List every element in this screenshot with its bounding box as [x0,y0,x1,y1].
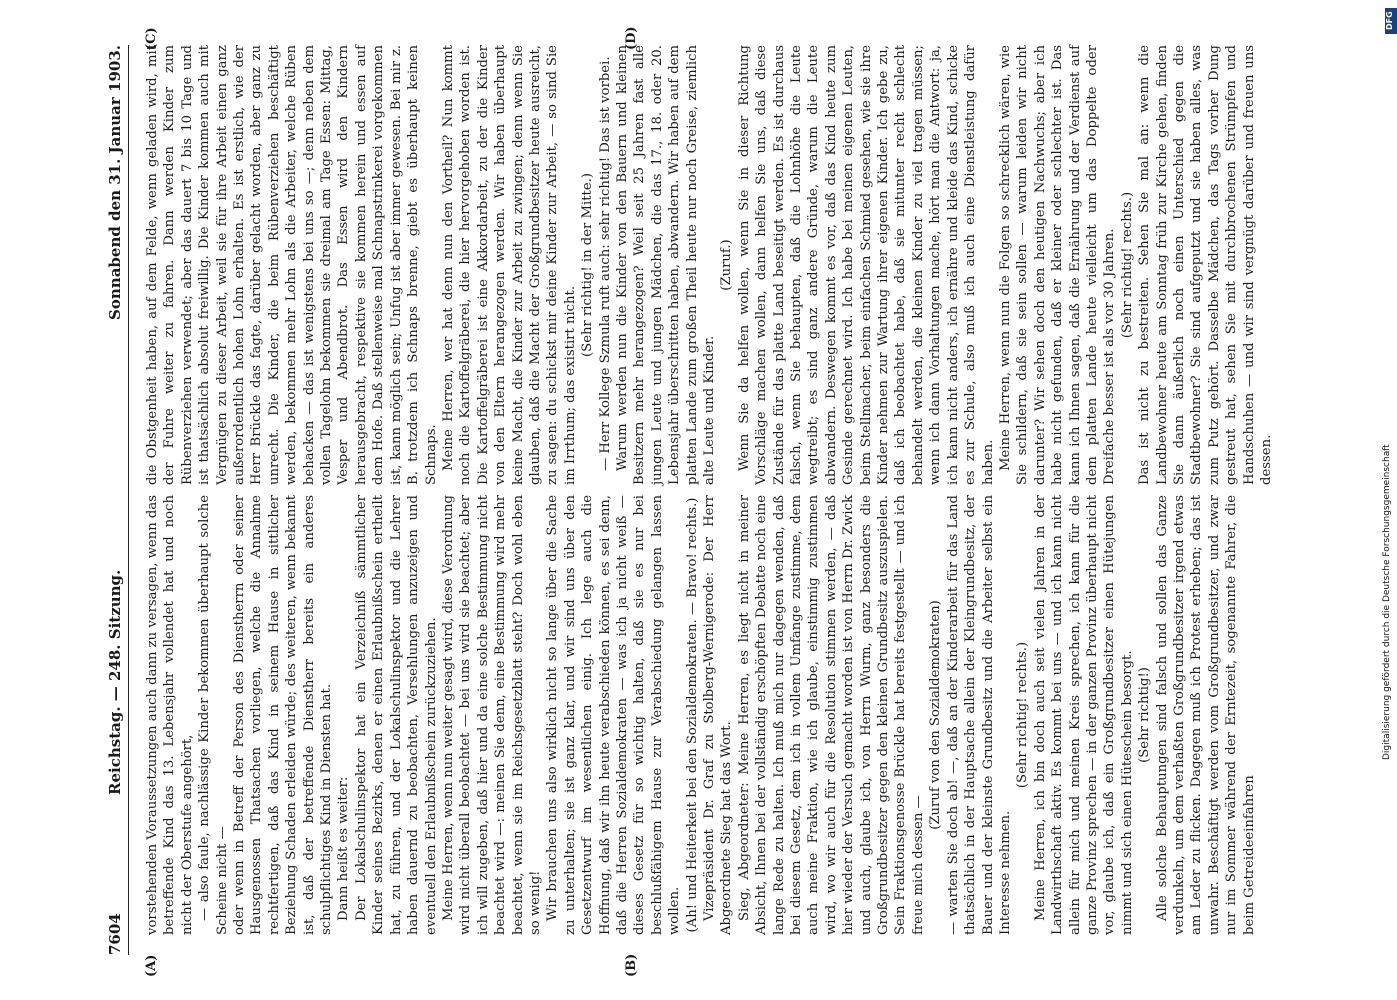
interjection: (Zuruf.) [718,239,734,291]
paragraph: Der Lokalschulinspektor hat ein Verzeichniß sämmtlicher Kinder seines Bezirks, denen er einen Erlaubnißschein ertheilt hat, zu führen, und der Lokalschulinspektor und die Lehrer haben dauernd zu beobachten, Versehlungen anzuzeigen und eventuell den Erlaubnißschein zurückzuziehen. [353,495,438,935]
page-number: 7604 [105,913,124,955]
paragraph: Das ist nicht zu bestreiten. Sehen Sie mal an: wenn die Landbewohner heute am Sonntag früh zur Kirche gehen, finden Sie dann äußerlich noch einen Unterschied gegen die Stadtbewohner? Sie sind aufgeputzt und sie haben alles, was zum Putz gehört. Dasselbe Mädchen, das Tags vorher Dung gestreut hat, sehen Sie mit durchbrochenen Strümpfen und Handschuhen — und wir sind vergnügt darüber und freuen uns dessen. [1136,45,1274,485]
speaker-announcement: Vizepräsident Dr. Graf zu Stolberg-Wernigerode: Der Herr Abgeordnete Sieg hat das Wort. [701,495,734,935]
paragraph: oder wenn in Betreff der Person des Dienstherrn oder seiner Hausgenossen Thatsachen vorliegen, welche die Annahme rechtfertigen, daß das Kind in seinem Hause in sittlicher Beziehung Schaden erleiden würde; des weiteren, wenn bekannt ist, daß der betreffende Dienstherr bereits ein anderes schulpflichtiges Kind in Diensten hat. [231,495,334,935]
digitization-credit: Digitalisierung gefördert durch die Deutsche Forschungsgemeinschaft [1382,444,1392,760]
paragraph: — Herr Kollege Szmula ruft auch: sehr richtig! Das ist vorbei. [597,56,613,471]
paragraph: — warten Sie doch ab! —, daß an der Kinderarbeit für das Land thatsächlich in der Hauptsache allein der Kleingrundbesitz, der Bauer und der kleinste Grundbesitz und die Arbeiter selbst ein Interesse nehmen. [945,495,1013,935]
paragraph: vorstehenden Voraussetzungen auch dann zu versagen, wenn das betreffende Kind das 13. Lebensjahr vollendet hat und noch nicht der Oberstufe angehört, [144,495,195,935]
margin-marker-c: (C) [143,27,159,50]
paragraph: Dann heißt es weiter: [335,776,351,921]
interjection: (Ah! und Heiterkeit bei den Sozialdemokraten. — Bravo! rechts.) [684,497,700,933]
interjection: (Sehr richtig! rechts.) [1119,191,1135,339]
paragraph: die Obstgenheit haben, auf dem Felde, wenn geladen wird, mit der Fuhre weiter zu fahren. Dann werden Kinder zum Rübenverziehen verwendet; aber das dauert 7 bis 10 Tage und ist thatsächlich absolut freiwillig. Die Kinder kommen auch mit Vergnügen zu dieser Arbeit, weil sie für ihre Arbeit einen ganz außerordentlich hohen Lohn erhalten. Es ist erstlich, wie der Herr Brückle das fagte, darüber gelacht worden, aber ganz zu unrecht. Die Kinder, die beim Rübenverziehen beschäftigt werden, bekommen mehr Lohn als die Arbeiter, welche Rüben behacken — das ist wenigstens bei uns so —; denn neben dem vollen Tagelohn bekommen sie dreimal am Tage Essen: Mittag, Vesper und Abendbrot. Das Essen wird den Kindern herausgebracht, respektive sie kommen herein und essen auf dem Hofe. Daß stellenweise mal Schnapstrinkerei vorgekommen ist, kann möglich sein; Unfug ist aber immer gewesen. Bei mir z. B. trotzdem ich Schnaps brenne, giebt es überhaupt keinen Schnaps. [144,45,438,485]
margin-marker-b: (B) [623,953,639,977]
paragraph: Alle solche Behauptungen sind falsch und sollen das Ganze verdunkeln, um dem verhaßten Großgrundbesitzer irgend etwas am Leder zu flicken. Dagegen muß ich Protest erheben; das ist unwahr. Beschäftigt werden vom Großgrundbesitzer, und zwar nur im Sommer während der Erntezeit, sogenannte Fahrer, die beim Getreideeinfahren [1154,495,1257,935]
paragraph: Meine Herren, wenn nun weiter gesagt wird, diese Verordnung wird nicht überall beobachtet — bei uns wird sie beachtet; aber ich will zugeben, daß hier und da eine solche Bestimmung nicht beachtet wird —: meinen Sie denn, eine Bestimmung wird mehr beachtet, wenn sie im Reichsgesetzblatt steht? Doch wohl eben so wenig! [440,495,543,935]
interjection: (Sehr richtig! in der Mitte.) [579,173,595,357]
dfg-logo: DFG [1385,8,1397,34]
paragraph: Meine Herren, wer hat denn nun den Vortheil? Nun kommt noch die Kartoffelgräberei, die hier hervorgehoben worden ist. Die Kartoffelgräberei ist eine Akkordarbeit, zu der die Kinder von den Eltern herangezogen werden. Wir haben überhaupt keine Macht, die Kinder zur Arbeit zu zwingen; denn wenn Sie glauben, daß die Macht der Großgrundbesitzer heute ausreicht, zu sagen: du schickst mir deine Kinder zur Arbeit, — so sind Sie im Irrthum; das existirt nicht. [440,45,578,485]
session-date: Sonnabend den 31. Januar 1903. [105,45,124,320]
paragraph: Wir brauchen uns also wirklich nicht so lange über die Sache zu unterhalten; sie ist ganz klar, und wir sind uns über den Gesetzentwurf im wesentlichen einig. Ich lege auch die Hoffnung, daß wir ihn heute verabschieden können, es sei denn, daß die Herren Sozialdemokraten — was ich ja nicht weiß — dieses Gesetz für so wichtig halten, daß sie es nur bei beschlußfähigem Hause zur Verabschiedung gelangen lassen wollen. [544,495,682,935]
right-column [144,45,1275,485]
document-page [64,15,1334,985]
paragraph: Meine Herren, wenn nun die Folgen so schrecklich wären, wie Sie schildern, daß sie sein sollen — warum leiden wir nicht darunter? Wir sehen doch den heutigen Nachwuchs; aber ich habe nicht gefunden, daß er kleiner oder schlechter ist. Das kann ich Ihnen sagen, daß die Ernährung und der Verdienst auf dem platten Lande heute vielleicht um das Doppelte oder Dreifache besser ist als vor 30 Jahren. [997,45,1117,485]
paragraph: Wenn Sie da helfen wollen, wenn Sie in dieser Richtung Vorschläge machen wollen, dann helfen Sie uns, daß diese Zustände für das platte Land beseitigt werden. Es ist durchaus falsch, wenn Sie behaupten, daß die Lohnhöhe die Leute wegtreibt; es sind ganz andere Gründe, warum die Leute abwandern. Deswegen kommt es vor, daß das Kind heute zum Gesinde gerechnet wird. Ich habe bei meinen eigenen Leuten, beim Stellmacher, beim einfachen Schmied gesehen, wie sie ihre Kinder nehmen zur Wartung ihrer eigenen Kinder. Ich gebe zu, daß ich beobachtet habe, daß sie mitunter recht schlecht behandelt werden, die kleinen Kinder zu viel tragen müssen; wenn ich dann Vorhaltungen mache, hört man die Antwort: ja, ich kann nicht anders, ich ernähre und kleide das Kind, schicke es zur Schule, also muß ich auch eine Dienstleistung dafür haben. [736,45,995,485]
page-header [106,45,129,955]
margin-marker-a: (A) [143,954,159,977]
paragraph: — also faule, nachlässige Kinder bekommen überhaupt solche Scheine nicht — [196,495,230,935]
interjection: (Sehr richtig!) [1136,667,1152,763]
margin-marker-d: (D) [623,26,639,50]
interjection: (Sehr richtig! rechts.) [1014,641,1030,789]
interjection: (Zuruf von den Sozialdemokraten) [927,600,943,830]
paragraph: Warum werden nun die Kinder von den Bauern und kleinen Besitzern mehr herangezogen? Weil seit 25 Jahren fast alle jungen Leute und jungen Mädchen, die das 17., 18. oder 20. Lebensjahr überschritten haben, abwandern. Wir haben auf dem platten Lande zum großen Theil heute nur noch Greise, ziemlich alte Leute und Kinder. [614,45,717,485]
paragraph: Sieg, Abgeordneter: Meine Herren, es liegt nicht in meiner Absicht, Ihnen bei der vollständig erschöpften Debatte noch eine lange Rede zu halten. Ich muß mich nur dagegen wenden, daß bei diesem Gesetz, dem ich in vollem Umfange zustimme, dem auch meine Fraktion, wie ich glaube, einstimmig zustimmen wird, wo wir auch für die Resolution stimmen werden, — daß hier wieder der Versuch gemacht worden ist von Herrn Dr. Zwick und auch, glaube ich, von Herrn Wurm, ganz besonders die Großgrundbesitzer gegen den kleinen Grundbesitz auszuspielen. Sein Fraktionsgenosse Brückle hat bereits festgestellt — und ich freue mich dessen — [736,495,926,935]
session-title: Reichstag. — 248. Sitzung. [105,569,124,795]
paragraph: Meine Herren, ich bin doch auch seit vielen Jahren in der Landwirthschaft aktiv. Es kommt bei uns — und ich kann nicht allein für mich und meinen Kreis sprechen, ich kann für die ganze Provinz sprechen — in der ganzen Provinz überhaupt nicht vor, glaube ich, daß ein Großgrundbesitzer einen Hütejungen nimmt und sich einen Hüteschein besorgt. [1032,495,1135,935]
left-column [144,495,1258,935]
